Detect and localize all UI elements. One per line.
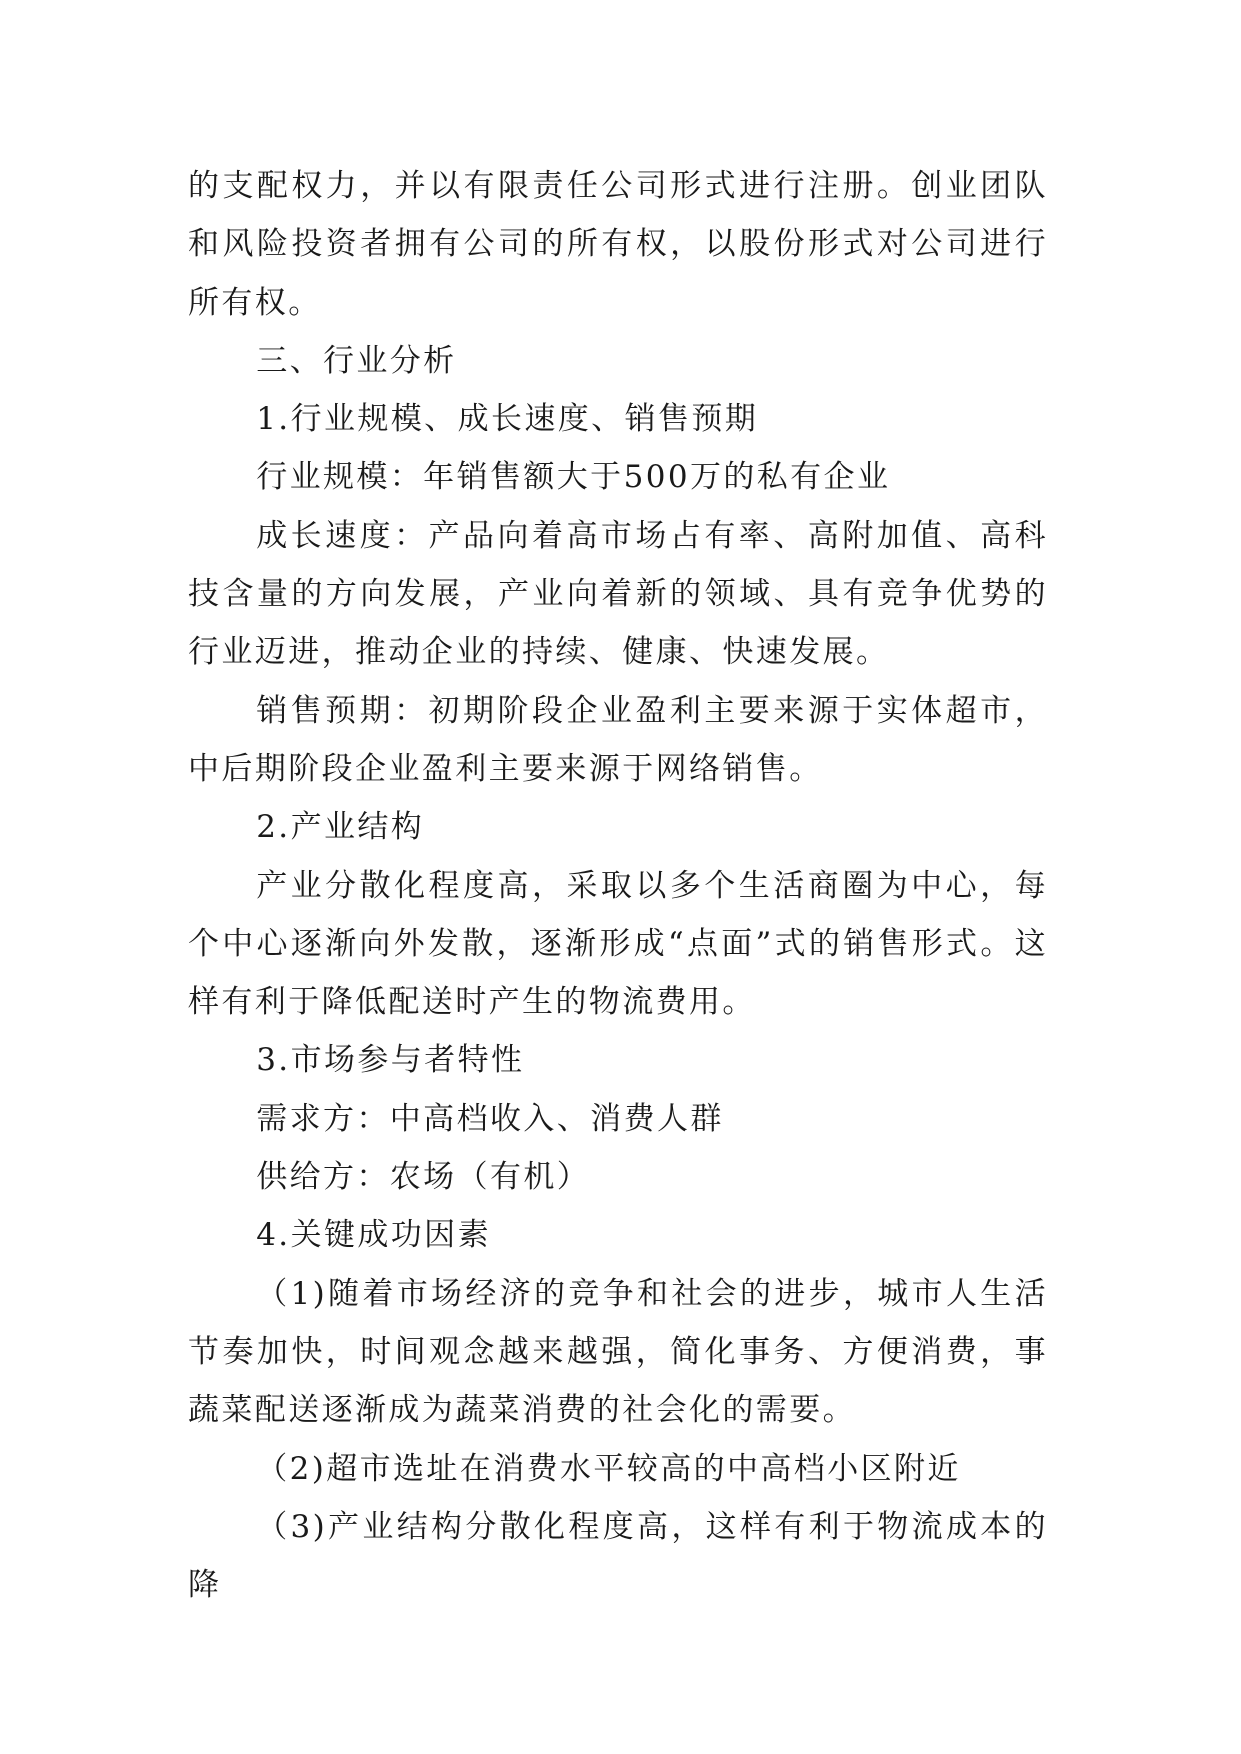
paragraph-demand-side: 需求方：中高档收入、消费人群 <box>256 1100 724 1137</box>
subheading-industry-structure: 2.产业结构 <box>256 809 425 846</box>
subheading-scale-growth-sales: 1.行业规模、成长速度、销售预期 <box>256 401 759 438</box>
list-item-factor-3: （3)产业结构分散化程度高，这样有利于物流成本的降 <box>188 1508 1048 1604</box>
paragraph-growth-speed: 成长速度：产品向着高市场占有率、高附加值、高科技含量的方向发展，产业向着新的领域、具有竞争优势的行业迈进，推动企业的持续、健康、快速发展。 <box>188 517 1048 671</box>
paragraph-industry-scale: 行业规模：年销售额大于500万的私有企业 <box>256 459 891 496</box>
list-item-factor-1: （1)随着市场经济的竞争和社会的进步，城市人生活节奏加快，时间观念越来越强，简化事务、方便消费，事蔬菜配送逐渐成为蔬菜消费的社会化的需要。 <box>188 1275 1048 1429</box>
paragraph-industry-structure: 产业分散化程度高，采取以多个生活商圈为中心，每个中心逐渐向外发散，逐渐形成“点面”式的销售形式。这样有利于降低配送时产生的物流费用。 <box>188 867 1048 1021</box>
paragraph-supply-side: 供给方：农场（有机） <box>256 1159 591 1196</box>
subheading-market-participants: 3.市场参与者特性 <box>256 1042 525 1079</box>
list-item-factor-2: （2)超市选址在消费水平较高的中高档小区附近 <box>256 1450 961 1487</box>
paragraph-ownership: 的支配权力，并以有限责任公司形式进行注册。创业团队和风险投资者拥有公司的所有权，以股份形式对公司进行所有权。 <box>188 168 1048 321</box>
subheading-key-success-factors: 4.关键成功因素 <box>256 1217 491 1254</box>
paragraph-sales-expectation: 销售预期：初期阶段企业盈利主要来源于实体超市，中后期阶段企业盈利主要来源于网络销售。 <box>188 692 1048 787</box>
body-text <box>188 157 1048 1614</box>
section-heading-industry-analysis: 三、行业分析 <box>256 342 457 379</box>
